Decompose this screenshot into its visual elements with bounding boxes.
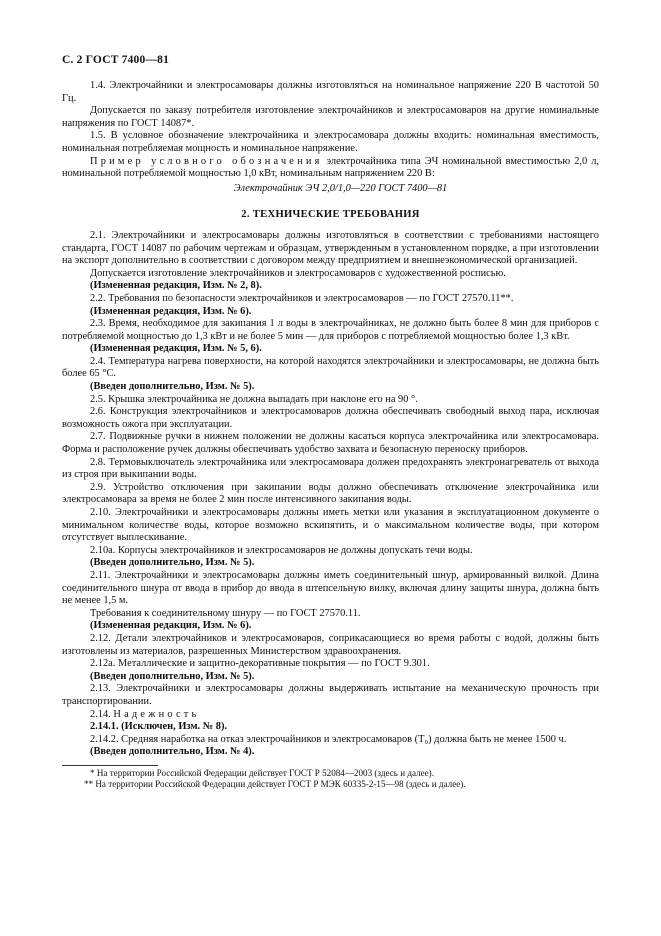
example-text: электрочайника типа ЭЧ номинальной вместимостью 2,0 л, номинальной потребляемой мощностью 1,0 кВт, номинальным напряжением 220 В: [62, 155, 600, 180]
clause-2-3-edition: (Измененная редакция, Изм. № 5, 6). [90, 343, 262, 355]
clause-2-7: 2.7. Подвижные ручки в нижнем положении не должны касаться корпуса электрочайника или электросамовара. Форма и расположение ручек должны обеспечивать удобство захвата и безопасную переноску приборов. [62, 431, 599, 456]
clause-2-4-edition: (Введен дополнительно, Изм. № 5). [90, 381, 255, 393]
clause-2-10: 2.10. Электрочайники и электросамовары должны иметь метки или указания в эксплуатационном документе о минимальном количестве воды, которое возможно вскипятить, и о максимальном количестве воды, при котором отсутствует выплескивание. [62, 507, 599, 544]
clause-2-14 [62, 709, 599, 722]
footnote-2: ** На территории Российской Федерации действует ГОСТ Р МЭК 60335-2-15—98 (здесь и далее). [84, 779, 466, 790]
clause-2-14-2: 2.14.2. Средняя наработка на отказ электрочайников и электросамоваров (Т₀) должна быть не менее 1500 ч. [90, 733, 567, 745]
clause-2-11-edition: (Измененная редакция, Изм. № 6). [90, 620, 252, 632]
clause-2-8: 2.8. Термовыключатель электрочайника или электросамовара должен предохранять электронагреватель от выхода из строя при выкипании воды. [62, 456, 599, 481]
example-designation: Электрочайник ЭЧ 2,0/1,0—220 ГОСТ 7400—81 [233, 182, 448, 194]
clause-2-12a-edition: (Введен дополнительно, Изм. № 5). [90, 670, 255, 682]
page-header: С. 2 ГОСТ 7400—81 [62, 54, 170, 66]
clause-2-12a: 2.12а. Металлические и защитно-декоративные покрытия — по ГОСТ 9.301. [90, 658, 430, 670]
clause-2-5: 2.5. Крышка электрочайника не должна выпадать при наклоне его на 90 °. [90, 393, 418, 405]
clause-1-4-note: Допускается по заказу потребителя изготовление электрочайников и электросамоваров на другие номинальные напряжения по ГОСТ 14087*. [62, 105, 599, 129]
clause-2-12: 2.12. Детали электрочайников и электросамоваров, соприкасающиеся во время работы с водой, должны быть изготовлены из материалов, разрешенных Министерством здравоохранения. [62, 632, 599, 657]
example-paragraph [62, 156, 599, 181]
document-body [62, 80, 599, 791]
clause-2-3: 2.3. Время, необходимое для закипания 1 л воды в электрочайниках, не должно быть более 8 мин для приборов с потребляемой мощностью до 1,3 кВт и не более 5 мин — для приборов с потребляемой мощностью более 1,3 кВт. [62, 318, 599, 342]
clause-2-14-number: 2.14. [90, 708, 114, 720]
clause-2-14-title: Надежность [113, 708, 200, 720]
clause-2-4: 2.4. Температура нагрева поверхности, на которой находятся электрочайники и электросамовары, не должна быть более 65 °С. [62, 355, 599, 380]
clause-2-11: 2.11. Электрочайники и электросамовары должны иметь соединительный шнур, армированный вилкой. Длина соединительного шнура от ввода в прибор до ввода в штепсельную вилку, включая длину защиты шнура, должна быть не менее 1,5 м. [62, 569, 599, 607]
clause-2-10a: 2.10а. Корпусы электрочайников и электросамоваров не должны допускать течи воды. [90, 544, 473, 556]
footnote-divider [62, 765, 158, 766]
section-heading: 2. ТЕХНИЧЕСКИЕ ТРЕБОВАНИЯ [241, 209, 420, 221]
clause-2-11-note: Требования к соединительному шнуру — по ГОСТ 27570.11. [90, 607, 361, 619]
clause-2-10a-edition: (Введен дополнительно, Изм. № 5). [90, 557, 255, 569]
clause-2-13: 2.13. Электрочайники и электросамовары должны выдерживать испытание на механическую прочность при транспортировании. [62, 683, 599, 707]
example-label: Пример условного обозначения [90, 155, 323, 167]
clause-2-1: 2.1. Электрочайники и электросамовары должны изготовляться в соответствии с требованиями настоящего стандарта, ГОСТ 14087 по рабочим чертежам и образцам, утвержденным в установленном порядке, а при изготовлении на экспорт дополнительно в соответствии с договором между предприятием и внешнеэкономической организацией. [62, 229, 599, 267]
clause-2-6: 2.6. Конструкция электрочайников и электросамоваров должна обеспечивать свободный выход пара, исключая возможность ожога при эксплуатации. [62, 406, 599, 430]
clause-2-1-note: Допускается изготовление электрочайников и электросамоваров с художественной росписью. [90, 267, 506, 279]
clause-2-9: 2.9. Устройство отключения при закипании воды должно обеспечивать отключение электрочайника или электросамовара за время не более 2 мин после интенсивного закипания воды. [62, 481, 599, 506]
clause-2-2-edition: (Измененная редакция, Изм. № 6). [90, 305, 252, 317]
clause-2-14-1: 2.14.1. (Исключен, Изм. № 8). [90, 721, 228, 733]
clause-2-1-edition: (Измененная редакция, Изм. № 2, 8). [90, 280, 262, 292]
clause-1-4: 1.4. Электрочайники и электросамовары должны изготовляться на номинальное напряжение 220 В частотой 50 Гц. [62, 80, 599, 104]
clause-2-2: 2.2. Требования по безопасности электрочайников и электросамоваров — по ГОСТ 27570.11**. [90, 292, 514, 304]
footnote-1: * На территории Российской Федерации действует ГОСТ Р 52084—2003 (здесь и далее). [90, 767, 434, 778]
clause-2-14-2-edition: (Введен дополнительно, Изм. № 4). [90, 746, 255, 758]
clause-1-5: 1.5. В условное обозначение электрочайника и электросамовара должны входить: номинальная вместимость, номинальная потребляемая мощность и номинальное напряжение. [62, 130, 599, 154]
